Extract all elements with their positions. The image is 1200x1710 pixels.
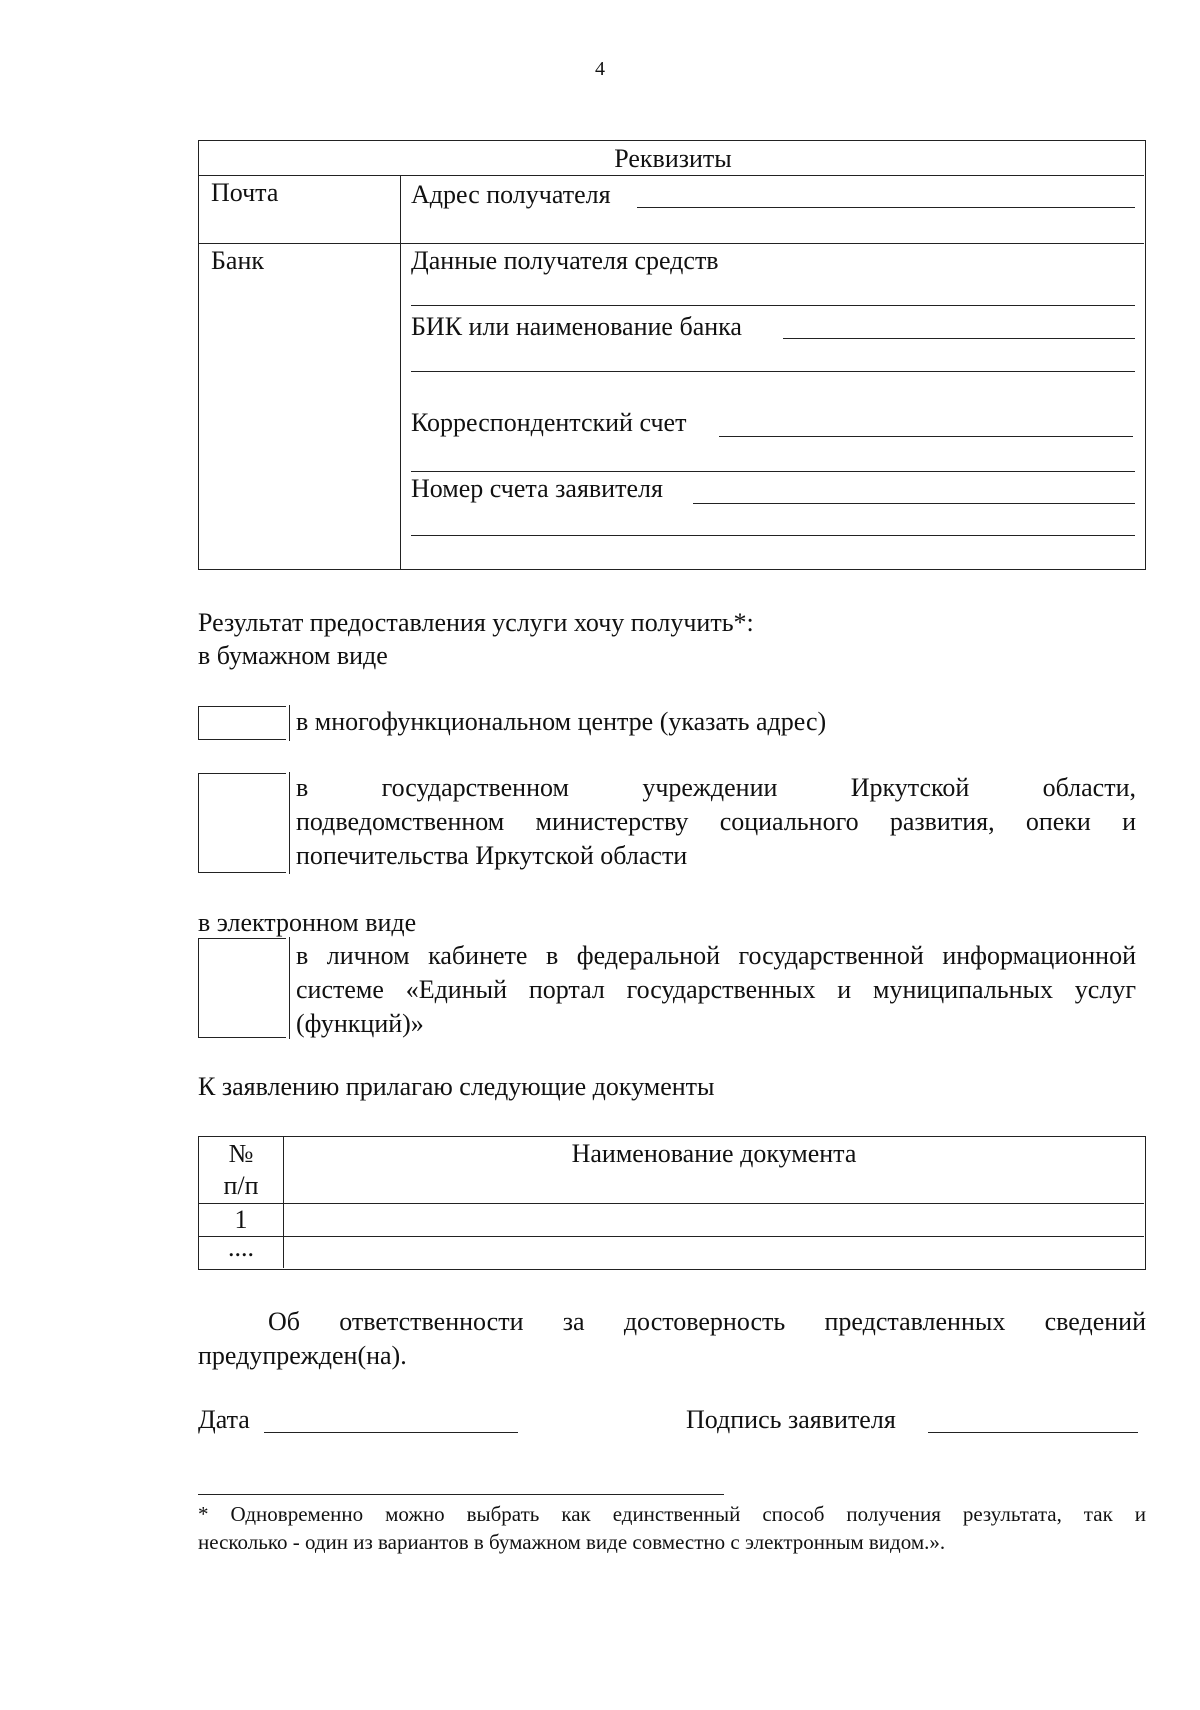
date-label: Дата (198, 1405, 250, 1434)
option-institution-line-2: подведомственном министерству социального развития, опеки и (296, 807, 1136, 836)
footnote-separator (198, 1494, 724, 1495)
signature-label: Подпись заявителя (686, 1405, 896, 1434)
option-portal-line-1: в личном кабинете в федеральной государственной информационной (296, 941, 1136, 970)
mfc-checkbox[interactable] (198, 706, 286, 740)
option-institution-line-3: попечительства Иркутской области (296, 841, 688, 870)
option-institution-line-1: в государственном учреждении Иркутской области, (296, 773, 1136, 802)
requisites-title: Реквизиты (614, 144, 732, 173)
result-heading: Результат предоставления услуги хочу получить*: (198, 608, 754, 637)
footnote-line-2: несколько - один из вариантов в бумажном виде совместно с электронным видом.». (198, 1530, 946, 1554)
table-row-num: .... (228, 1233, 254, 1262)
corr-account-label: Корреспондентский счет (411, 408, 687, 437)
col-num-header-line-1: № (228, 1139, 254, 1168)
documents-intro: К заявлению прилагаю следующие документы (198, 1072, 715, 1101)
col-name-header: Наименование документа (571, 1139, 857, 1168)
requisites-table (198, 140, 1146, 570)
documents-table (198, 1136, 1146, 1270)
table-divider (199, 175, 1144, 176)
bik-label: БИК или наименование банка (411, 312, 742, 341)
signature-field[interactable] (928, 1432, 1138, 1433)
table-divider (199, 243, 1144, 244)
mail-address-label: Адрес получателя (411, 180, 611, 209)
table-divider (199, 1203, 1144, 1204)
portal-checkbox[interactable] (198, 938, 286, 1038)
table-row-num: 1 (234, 1205, 248, 1234)
recipient-data-field[interactable] (411, 305, 1135, 306)
account-number-field[interactable] (693, 503, 1135, 504)
option-portal-line-3: (функций)» (296, 1009, 424, 1038)
paper-label: в бумажном виде (198, 641, 388, 670)
corr-account-field[interactable] (719, 436, 1133, 437)
responsibility-line-1: Об ответственности за достоверность представленных сведений (268, 1307, 1146, 1336)
electronic-label: в электронном виде (198, 908, 417, 937)
mail-address-field[interactable] (637, 207, 1135, 208)
column-divider (400, 175, 401, 569)
option-portal-line-2: системе «Единый портал государственных и муниципальных услуг (296, 975, 1136, 1004)
table-divider (199, 1236, 1144, 1237)
bank-label: Банк (211, 246, 265, 275)
page-number: 4 (595, 58, 605, 80)
mail-label: Почта (211, 178, 279, 207)
footnote-line-1: * Одновременно можно выбрать как единственный способ получения результата, так и (198, 1502, 1146, 1526)
date-field[interactable] (264, 1432, 518, 1433)
bik-field-continued[interactable] (411, 371, 1135, 372)
institution-checkbox[interactable] (198, 773, 286, 873)
recipient-data-label: Данные получателя средств (411, 246, 719, 275)
option-mfc-label: в многофункциональном центре (указать адрес) (296, 707, 827, 736)
responsibility-line-2: предупрежден(на). (198, 1341, 407, 1370)
bik-field[interactable] (783, 338, 1135, 339)
account-number-label: Номер счета заявителя (411, 474, 663, 503)
col-num-header-line-2: п/п (223, 1171, 259, 1200)
corr-account-field-continued[interactable] (411, 471, 1135, 472)
account-number-field-continued[interactable] (411, 535, 1135, 536)
